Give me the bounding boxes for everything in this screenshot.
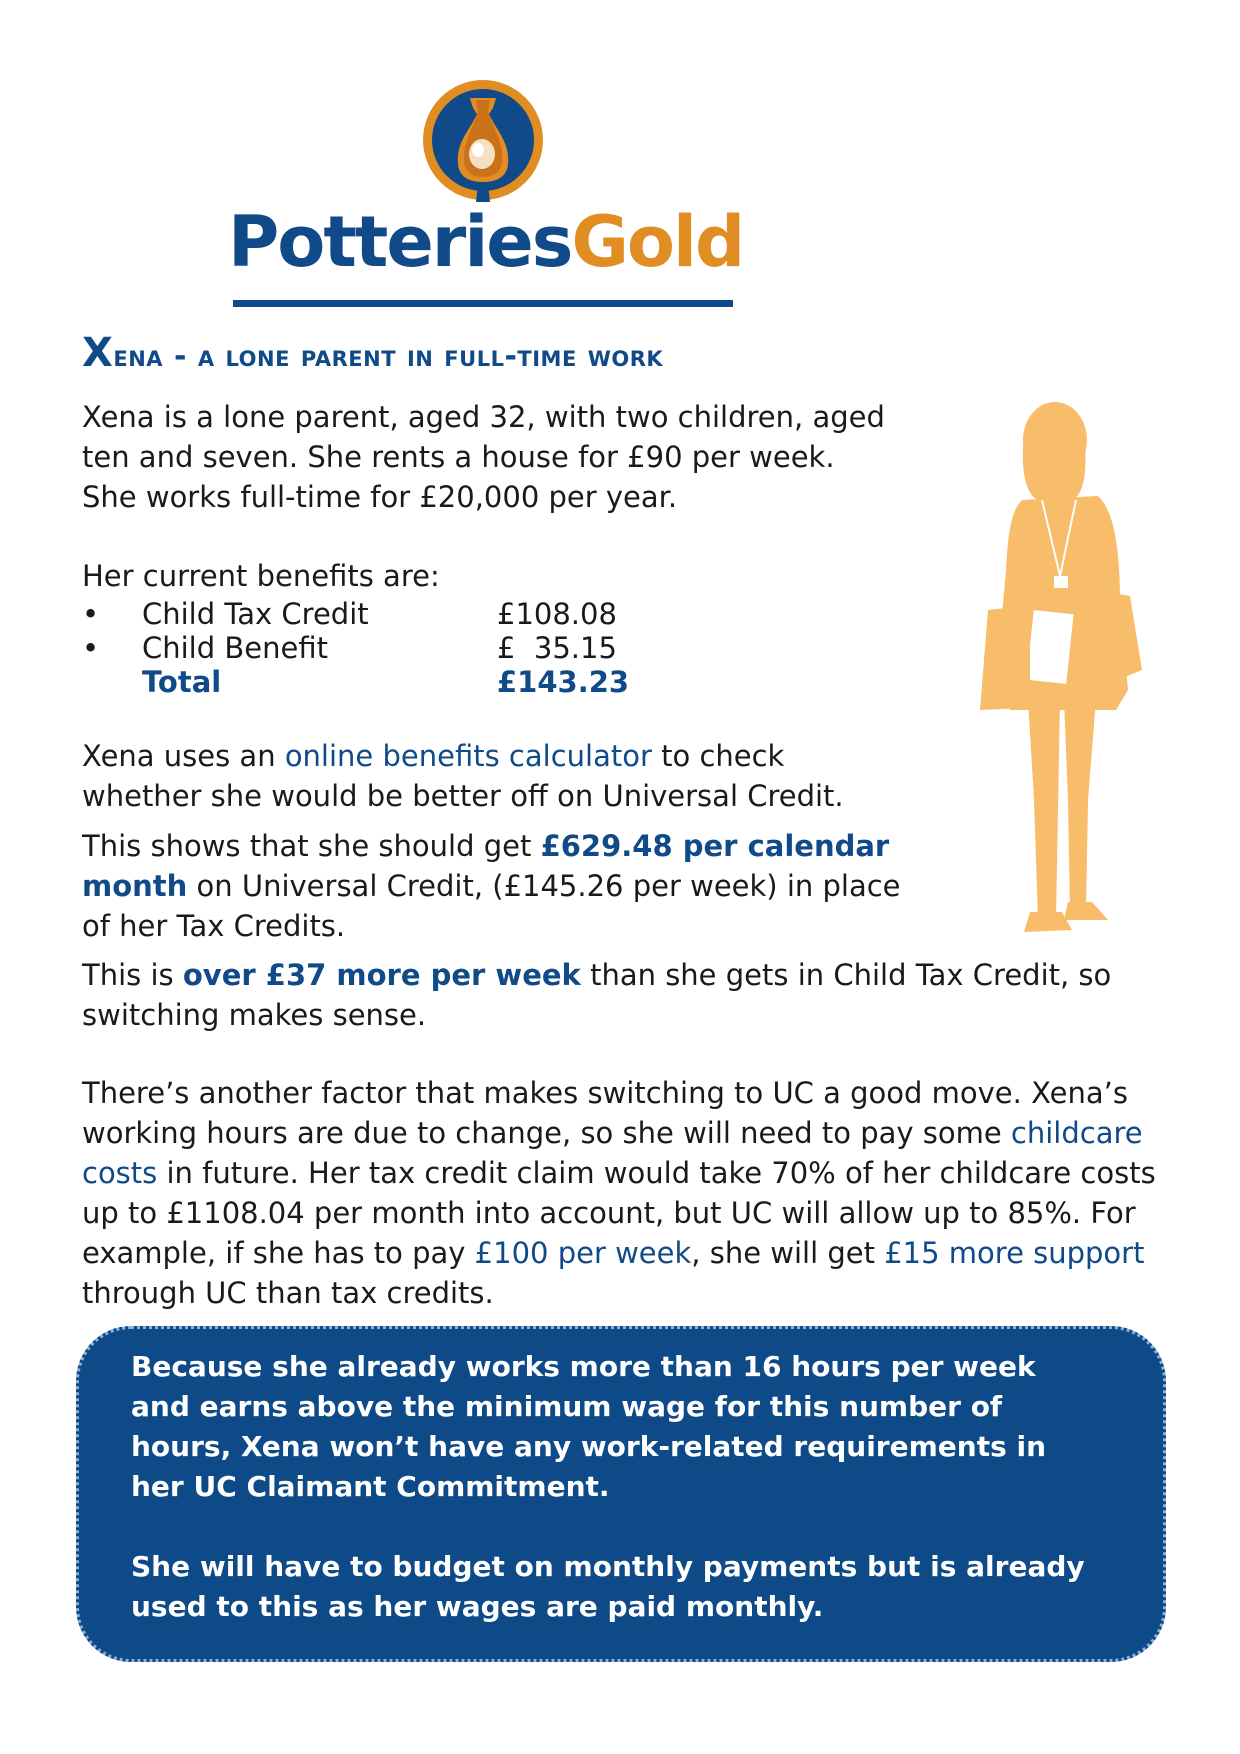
uc-monthly-amount: £629.48 per calendar — [540, 829, 890, 863]
factor-text: working hours are due to change, so she will need to pay some — [82, 1116, 1011, 1150]
benefits-list — [82, 597, 682, 699]
shows-line: of her Tax Credits. — [82, 909, 346, 943]
page-title — [82, 330, 663, 376]
difference-paragraph — [82, 955, 1111, 1035]
over-text: than she gets in Child Tax Credit, so — [580, 958, 1112, 992]
over-text: This is — [82, 958, 183, 992]
calc-line: whether she would be better off on Universal Credit. — [82, 779, 844, 813]
list-item — [82, 631, 682, 665]
childcare-paragraph — [82, 1073, 1156, 1313]
shows-text: This shows that she should get — [82, 829, 541, 863]
weekly-cost-link[interactable]: £100 per week — [474, 1236, 692, 1270]
benefit-label: Child Benefit — [142, 631, 328, 665]
benefit-amount: £108.08 — [497, 597, 617, 631]
factor-text: example, if she has to pay — [82, 1236, 475, 1270]
callout-paragraph: She will have to budget on monthly payments but is already used to this as her wages are paid monthly. — [131, 1550, 1085, 1623]
factor-line: There’s another factor that makes switching to UC a good move. Xena’s — [82, 1076, 1128, 1110]
vase-emblem-icon — [418, 78, 548, 208]
total-amount: £143.23 — [497, 665, 630, 699]
calc-text: to check — [651, 739, 785, 773]
benefit-label: Child Tax Credit — [142, 597, 369, 631]
benefits-total-row — [82, 665, 682, 699]
calculator-paragraph — [82, 736, 844, 816]
logo-underline — [233, 300, 733, 307]
factor-line: through UC than tax credits. — [82, 1276, 494, 1310]
list-item — [82, 597, 682, 631]
woman-silhouette-icon — [980, 400, 1150, 945]
intro-line: Xena is a lone parent, aged 32, with two children, aged — [82, 400, 885, 434]
bullet-icon: • — [82, 631, 100, 665]
childcare-costs-link[interactable]: childcare — [1010, 1116, 1143, 1150]
summary-callout — [76, 1326, 1166, 1662]
benefit-amount: £ 35.15 — [497, 631, 617, 665]
weekly-difference: over £37 more per week — [182, 958, 581, 992]
title-rest: ena - a lone parent in full-time work — [113, 339, 664, 374]
uc-amount-paragraph — [82, 826, 901, 946]
extra-support-link[interactable]: £15 more support — [884, 1236, 1145, 1270]
brand-wordmark — [228, 201, 744, 283]
title-initial: X — [82, 330, 114, 376]
calc-text: Xena uses an — [82, 739, 285, 773]
over-line: switching makes sense. — [82, 998, 427, 1032]
total-label: Total — [142, 665, 222, 699]
brand-logo — [228, 78, 744, 318]
intro-line: ten and seven. She rents a house for £90 per week. — [82, 440, 835, 474]
callout-paragraph: Because she already works more than 16 hours per week and earns above the minimum wage for this number of hours, Xena won’t have any work-related requirements in her UC Claimant Commitment. — [131, 1350, 1047, 1503]
intro-line: She works full-time for £20,000 per year. — [82, 480, 678, 514]
factor-line: up to £1108.04 per month into account, but UC will allow up to 85%. For — [82, 1196, 1136, 1230]
brand-name-part1: Potteries — [228, 201, 572, 283]
factor-text: in future. Her tax credit claim would take 70% of her childcare costs — [157, 1156, 1156, 1190]
brand-name-part2: Gold — [571, 201, 744, 283]
childcare-costs-link-cont[interactable]: costs — [82, 1156, 158, 1190]
shows-text: on Universal Credit, (£145.26 per week) in place — [187, 869, 901, 903]
intro-paragraph — [82, 397, 885, 517]
uc-monthly-amount-cont: month — [82, 869, 188, 903]
benefits-heading: Her current benefits are: — [82, 559, 440, 593]
benefits-calculator-link[interactable]: online benefits calculator — [284, 739, 652, 773]
bullet-icon: • — [82, 597, 100, 631]
factor-text: , she will get — [691, 1236, 885, 1270]
